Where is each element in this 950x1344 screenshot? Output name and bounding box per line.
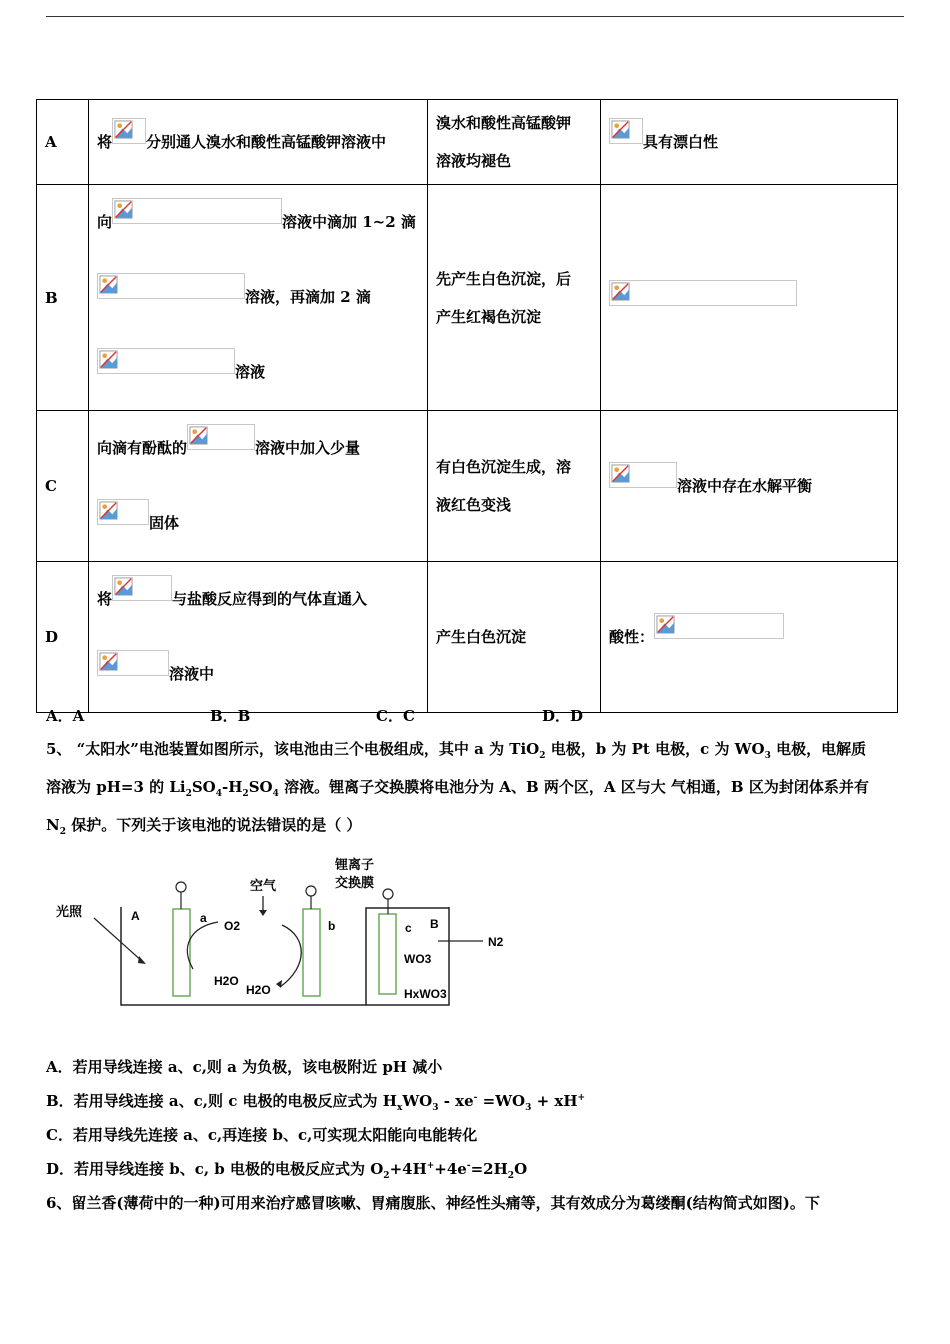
q4-option-c[interactable]: C．C bbox=[376, 707, 415, 725]
formula-image bbox=[97, 499, 149, 525]
conclusion-cell bbox=[601, 100, 898, 185]
q5-option-c[interactable]: C．若用导线先连接 a、c,再连接 b、c,可实现太阳能向电能转化 bbox=[46, 1126, 478, 1144]
n2-label: N2 bbox=[488, 935, 504, 949]
cell-text: 产生红褐色沉淀 bbox=[436, 307, 542, 326]
cell-container bbox=[121, 907, 449, 1005]
phenomenon-cell bbox=[428, 185, 601, 411]
cell-text: 溶液中存在水解平衡 bbox=[677, 477, 813, 495]
formula-image bbox=[654, 613, 784, 639]
cell-text: 固体 bbox=[149, 514, 180, 532]
q5-stem-line1: 5、 “太阳水”电池装置如图所示，该电池由三个电极组成，其中 a 为 TiO$_2$ 电极，b 为 Pt 电极，c 为 $WO_3$ 电极，电解质 bbox=[46, 740, 867, 761]
cell-text: 分别通人溴水和酸性高锰酸钾溶液中 bbox=[146, 133, 387, 151]
electrode-b-label: b bbox=[328, 919, 336, 933]
formula-image bbox=[112, 118, 146, 144]
o2-label: O2 bbox=[224, 919, 241, 933]
conclusion-cell bbox=[601, 562, 898, 713]
formula-image bbox=[97, 650, 169, 676]
terminal-c bbox=[383, 889, 393, 899]
conclusion-cell bbox=[601, 185, 898, 411]
cell-text: 溶液均褪色 bbox=[436, 152, 512, 170]
terminal-a bbox=[176, 882, 186, 892]
procedure-cell bbox=[89, 100, 428, 185]
wo3-label: WO3 bbox=[404, 952, 432, 966]
q6-stem: 6、留兰香(薄荷中的一种)可用来治疗感冒咳嗽、胃痛腹胀、神经性头痛等，其有效成分为葛缕酮(结构简式如图)。下 bbox=[46, 1194, 820, 1212]
broken-image-icon bbox=[656, 615, 675, 634]
cell-text: 溶液中滴加 1~2 滴 bbox=[282, 213, 416, 231]
phenomenon-cell bbox=[428, 100, 601, 185]
broken-image-icon bbox=[114, 577, 133, 596]
table-row bbox=[37, 100, 898, 185]
table-row bbox=[37, 185, 898, 411]
cell-text: 溶液中 bbox=[169, 665, 215, 683]
zone-a-label: A bbox=[131, 909, 140, 923]
formula-image bbox=[97, 273, 245, 299]
q5-option-a[interactable]: A．若用导线连接 a、c,则 a 为负极，该电极附近 pH 减小 bbox=[46, 1058, 443, 1076]
broken-image-icon bbox=[99, 275, 118, 294]
conclusion-cell bbox=[601, 411, 898, 562]
cell-text: 溶液，再滴加 2 滴 bbox=[245, 288, 371, 306]
broken-image-icon bbox=[189, 426, 208, 445]
membrane-label: 锂离子 bbox=[335, 857, 375, 872]
q4-option-a[interactable]: A．A bbox=[46, 707, 85, 725]
formula-image bbox=[187, 424, 255, 450]
cell-text: 向滴有酚酞的 bbox=[97, 439, 188, 457]
broken-image-icon bbox=[99, 501, 118, 520]
light-label: 光照 bbox=[56, 904, 83, 919]
electrode-c bbox=[379, 914, 396, 994]
solar-water-battery-diagram bbox=[50, 852, 520, 1012]
broken-image-icon bbox=[611, 120, 630, 139]
cell-text: 与盐酸反应得到的气体直通入 bbox=[172, 590, 368, 608]
cell-text: 有白色沉淀生成，溶 bbox=[436, 458, 572, 476]
q5-option-d[interactable]: D．若用导线连接 b、c, b 电极的电极反应式为 $O_2+4H^++4e^-=2H_2O$ bbox=[46, 1160, 528, 1181]
cell-text: 产生白色沉淀 bbox=[436, 628, 527, 646]
phenomenon-cell bbox=[428, 562, 601, 713]
procedure-cell bbox=[89, 185, 428, 411]
h2o-label: H2O bbox=[214, 974, 239, 988]
broken-image-icon bbox=[99, 350, 118, 369]
header-rule bbox=[46, 16, 904, 17]
cell-text: 将 bbox=[97, 133, 113, 151]
broken-image-icon bbox=[611, 464, 630, 483]
formula-image bbox=[112, 575, 172, 601]
electrode-c-label: c bbox=[405, 921, 412, 935]
row-label: D bbox=[37, 562, 89, 713]
zone-b-label: B bbox=[430, 917, 439, 931]
q5-stem-line3: $N_2$ 保护。下列关于该电池的说法错误的是（ ） bbox=[46, 816, 362, 837]
h2o-label: H2O bbox=[246, 983, 271, 997]
terminal-b bbox=[306, 886, 316, 896]
q4-option-d[interactable]: D．D bbox=[542, 707, 584, 725]
hxwo3-label: HxWO3 bbox=[404, 987, 447, 1001]
membrane-label: 交换膜 bbox=[335, 875, 375, 890]
electrode-b bbox=[303, 909, 320, 996]
row-label: A bbox=[37, 100, 89, 185]
formula-image bbox=[609, 118, 643, 144]
cell-text: 溶液 bbox=[235, 363, 266, 381]
electrode-a-label: a bbox=[200, 911, 207, 925]
row-label: C bbox=[37, 411, 89, 562]
table-row bbox=[37, 562, 898, 713]
broken-image-icon bbox=[99, 652, 118, 671]
q5-option-b[interactable]: B．若用导线连接 a、c,则 c 电极的电极反应式为 $H_xWO_3 - xe^- =WO_3 + xH^+$ bbox=[46, 1092, 586, 1113]
cell-text: 具有漂白性 bbox=[643, 133, 719, 151]
cell-text: 酸性： bbox=[609, 628, 655, 646]
procedure-cell bbox=[89, 411, 428, 562]
cell-text: 将 bbox=[97, 590, 113, 608]
formula-image bbox=[97, 348, 235, 374]
formula-image bbox=[112, 198, 282, 224]
broken-image-icon bbox=[114, 200, 133, 219]
experiment-table bbox=[36, 99, 898, 713]
cell-text: 向 bbox=[97, 213, 113, 231]
cell-text: 溴水和酸性高锰酸钾 bbox=[436, 114, 572, 132]
air-label: 空气 bbox=[250, 878, 277, 893]
row-label: B bbox=[37, 185, 89, 411]
phenomenon-cell bbox=[428, 411, 601, 562]
cell-text: 液红色变浅 bbox=[436, 496, 512, 514]
cell-text: 先产生白色沉淀，后 bbox=[436, 269, 572, 288]
broken-image-icon bbox=[114, 120, 133, 139]
q4-option-b[interactable]: B．B bbox=[210, 707, 251, 725]
broken-image-icon bbox=[611, 282, 630, 301]
table-row bbox=[37, 411, 898, 562]
formula-image bbox=[609, 280, 797, 306]
formula-image bbox=[609, 462, 677, 488]
procedure-cell bbox=[89, 562, 428, 713]
q5-stem-line2: 溶液为 pH=3 的 $Li_2SO_4-H_2SO_4$ 溶液。锂离子交换膜将电池分为 A、B 两个区，A 区与大 气相通，B 区为封闭体系并有 bbox=[46, 778, 869, 799]
cell-text: 溶液中加入少量 bbox=[255, 439, 361, 457]
